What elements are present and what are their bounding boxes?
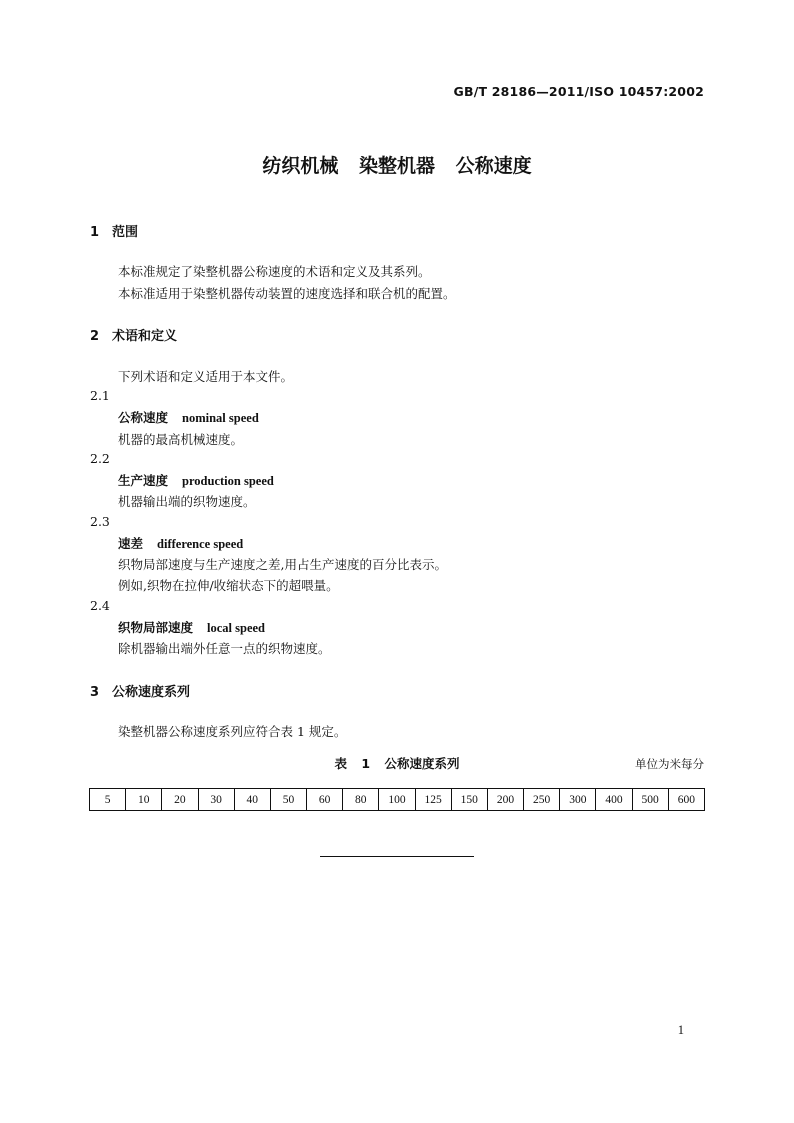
table-cell: 600 <box>668 789 704 811</box>
term-2-3-definition-1: 织物局部速度与生产速度之差,用占生产速度的百分比表示。 <box>118 557 447 572</box>
table-cell: 80 <box>343 789 379 811</box>
table-cell: 5 <box>90 789 126 811</box>
term-2-2-number: 2.2 <box>90 451 110 466</box>
term-2-3 <box>118 534 243 552</box>
table-cell: 50 <box>270 789 306 811</box>
section-1-paragraph-2: 本标准适用于染整机器传动装置的速度选择和联合机的配置。 <box>118 286 456 301</box>
table-cell: 30 <box>198 789 234 811</box>
table-cell: 150 <box>451 789 487 811</box>
section-3-paragraph: 染整机器公称速度系列应符合表 1 规定。 <box>118 724 347 739</box>
standard-number: GB/T 28186—2011/ISO 10457:2002 <box>453 84 704 99</box>
table-cell: 60 <box>307 789 343 811</box>
term-2-1-definition: 机器的最高机械速度。 <box>118 432 244 447</box>
section-3-number: 3 <box>90 685 100 700</box>
table-cell: 125 <box>415 789 451 811</box>
table-cell: 20 <box>162 789 198 811</box>
section-2-title: 术语和定义 <box>112 329 178 344</box>
term-2-1-english: nominal speed <box>182 411 259 425</box>
term-2-4-number: 2.4 <box>90 598 110 613</box>
table-cell: 10 <box>126 789 162 811</box>
term-2-4 <box>118 618 265 636</box>
section-1-heading <box>90 221 138 240</box>
term-2-4-definition: 除机器输出端外任意一点的织物速度。 <box>118 641 331 656</box>
term-2-2-definition: 机器输出端的织物速度。 <box>118 494 256 509</box>
term-2-1-chinese: 公称速度 <box>118 410 169 425</box>
term-2-3-definition-2: 例如,织物在拉伸/收缩状态下的超喂量。 <box>118 578 339 593</box>
term-2-3-english: difference speed <box>157 537 244 551</box>
term-2-2-chinese: 生产速度 <box>118 473 169 488</box>
table-cell: 100 <box>379 789 415 811</box>
table-cell: 40 <box>234 789 270 811</box>
term-2-2-english: production speed <box>182 474 274 488</box>
term-2-1-number: 2.1 <box>90 388 110 403</box>
table-cell: 500 <box>632 789 668 811</box>
document-title: 纺织机械 染整机器 公称速度 <box>262 155 532 177</box>
section-2-number: 2 <box>90 329 100 344</box>
term-2-3-chinese: 速差 <box>118 536 144 551</box>
table-row <box>90 789 705 811</box>
section-1-number: 1 <box>90 225 100 240</box>
section-1-paragraph-1: 本标准规定了染整机器公称速度的术语和定义及其系列。 <box>118 264 431 279</box>
section-2-heading <box>90 325 177 344</box>
page-number: 1 <box>677 1023 684 1037</box>
section-1-title: 范围 <box>112 225 139 240</box>
table-cell: 200 <box>487 789 523 811</box>
term-2-1 <box>118 408 259 426</box>
table-cell: 250 <box>524 789 560 811</box>
table-cell: 300 <box>560 789 596 811</box>
table-1-caption: 表 1 公称速度系列 <box>334 756 460 771</box>
section-3-heading <box>90 681 190 700</box>
table-1-unit: 单位为米每分 <box>635 757 704 771</box>
term-2-4-chinese: 织物局部速度 <box>118 620 194 635</box>
term-2-4-english: local speed <box>207 621 265 635</box>
end-of-document-rule <box>320 856 474 857</box>
section-3-title: 公称速度系列 <box>112 685 191 700</box>
term-2-2 <box>118 471 274 489</box>
table-cell: 400 <box>596 789 632 811</box>
section-2-intro: 下列术语和定义适用于本文件。 <box>118 369 294 384</box>
speed-series-table <box>89 788 705 811</box>
term-2-3-number: 2.3 <box>90 514 110 529</box>
